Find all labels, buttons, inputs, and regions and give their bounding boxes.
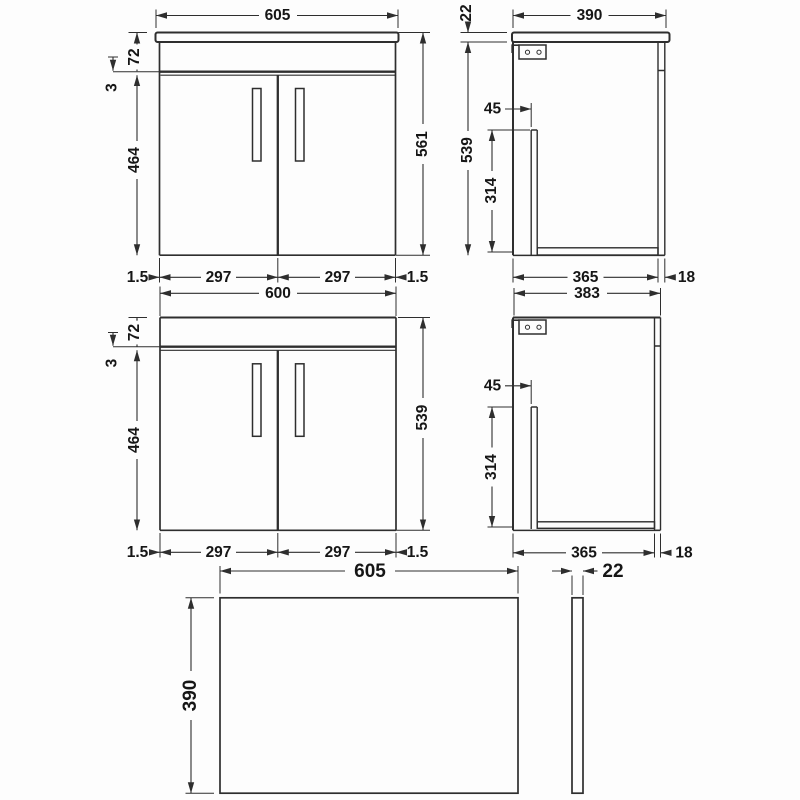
dim-label-door-top-gap: 3 [103,83,121,92]
dim-label-top-depth: 390 [576,7,603,24]
dim-label-door-height: 464 [126,427,143,453]
dim-label-internal-depth: 365 [572,269,599,286]
side-view-with-basin [458,4,695,286]
wall-bracket [519,45,546,59]
bracket-screw-hole [537,50,541,54]
wall-bracket [519,320,546,334]
dim-label-edge-right: 1.5 [406,269,429,286]
dim-label-door-top-gap: 3 [103,358,121,368]
basin-worktop-side [512,33,670,43]
basin-worktop-front [156,33,399,43]
dim-label-basin-front-height: 72 [126,48,143,66]
door-handle-left [253,364,262,437]
dim-label-back-service-gap: 45 [483,100,502,118]
side-view-cabinet [483,285,693,562]
bracket-screw-hole [525,50,529,54]
dim-label-internal-depth: 365 [571,544,597,562]
front-view-with-basin [104,7,432,286]
back-service-panel [531,407,537,529]
dim-label-top-depth: 383 [574,285,600,302]
dim-label-front-panel-offset: 18 [677,269,696,286]
dim-label-door-height: 464 [126,147,143,173]
front-view-cabinet [104,285,432,561]
door-front-panel [655,318,661,531]
door-handle-right [296,89,305,162]
dim-label-door-right-width: 297 [324,269,351,286]
dim-label-back-panel-height: 314 [483,177,500,204]
dim-label-overall-height: 539 [414,404,431,431]
door-handle-right [296,364,305,437]
dim-label-back-panel-height: 314 [483,454,500,480]
dim-label-door-left-width: 297 [205,269,232,286]
bottom-shelf [537,248,658,255]
dim-label-edge-left: 1.5 [126,544,149,561]
worktop-plan-view [180,561,624,793]
dim-label-overall-height: 561 [414,131,431,157]
dim-label-door-right-width: 297 [324,544,351,561]
dim-label-cabinet-height: 539 [459,137,476,163]
extension-lines [108,287,430,558]
dim-label-worktop-thickness: 22 [602,561,624,582]
dim-label-edge-left: 1.5 [126,269,149,286]
dim-label-door-left-width: 297 [205,544,232,561]
worktop-plan-outline [220,598,518,793]
back-service-panel [531,130,537,255]
door-front-panel [658,43,665,255]
dim-label-worktop-width: 605 [354,561,386,582]
worktop-edge-profile [572,598,583,793]
dim-label-front-panel-offset: 18 [675,544,693,562]
bracket-screw-hole [537,325,541,329]
dim-label-edge-right: 1.5 [406,544,429,561]
dim-label-worktop-depth: 390 [180,679,201,712]
dim-label-top-width: 600 [265,285,291,302]
door-handle-left [253,89,262,162]
extension-lines [108,10,430,283]
dim-label-top-width: 605 [264,7,291,24]
extension-lines [461,10,667,283]
bracket-screw-hole [525,325,529,329]
dim-label-fascia-height: 72 [126,323,143,342]
extension-lines [186,566,584,793]
bottom-shelf [537,522,654,529]
dim-label-back-service-gap: 45 [483,377,502,395]
dim-label-basin-thickness: 22 [458,4,475,22]
